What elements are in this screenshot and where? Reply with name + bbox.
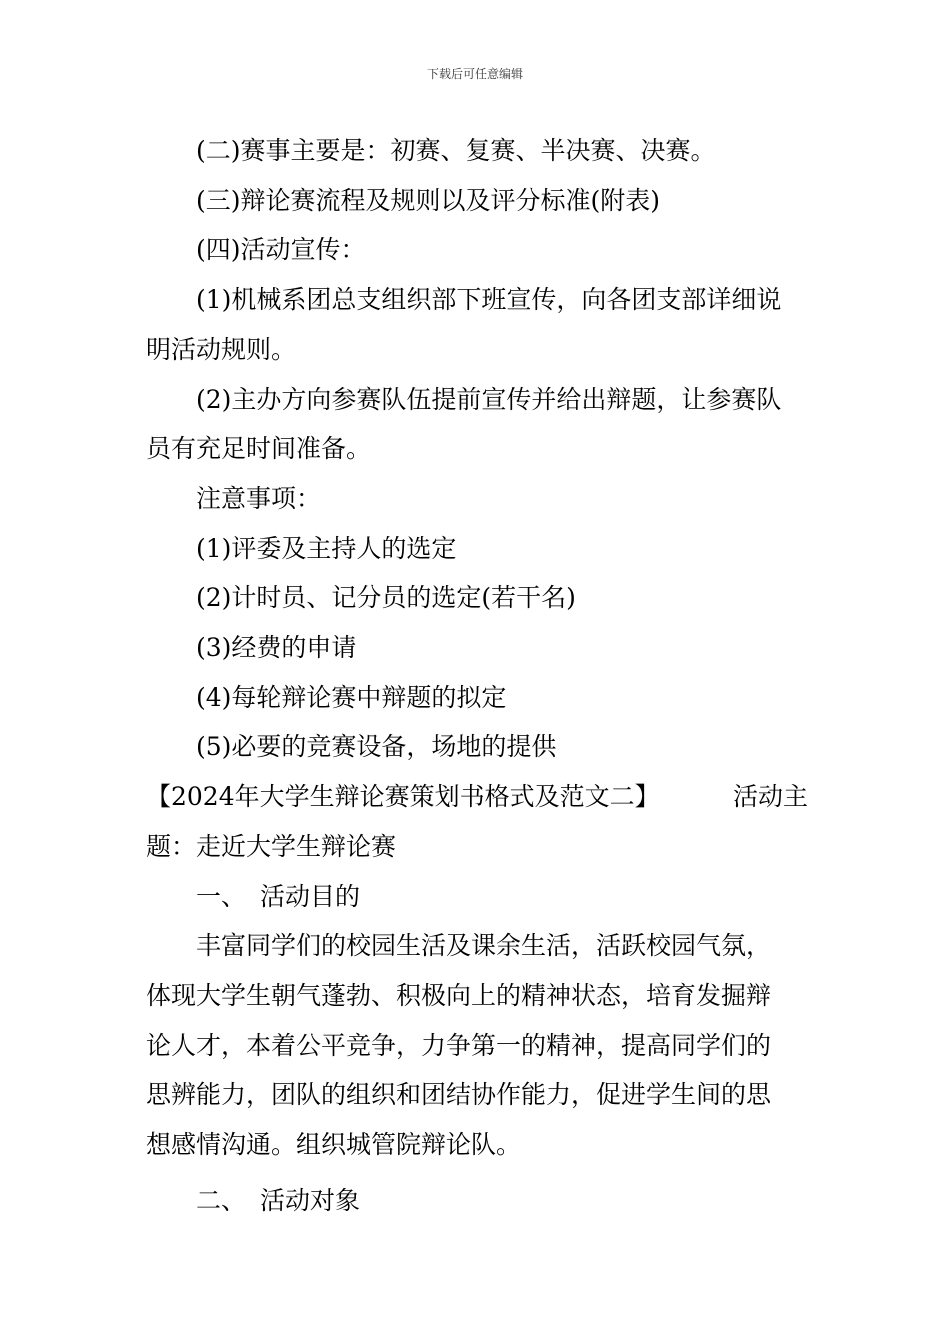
theme-line: 题：走近大学生辩论赛 bbox=[146, 831, 397, 861]
paragraph-publicity-1-line2: 明活动规则。 bbox=[146, 334, 297, 364]
section-title: 【2024年大学生辩论赛策划书格式及范文二】 bbox=[146, 782, 660, 812]
note-item-5: (5)必要的竞赛设备，场地的提供 bbox=[196, 732, 557, 762]
note-item-1: (1)评委及主持人的选定 bbox=[196, 533, 457, 563]
page-header: 下载后可任意编辑 bbox=[426, 67, 523, 81]
notes-title: 注意事项： bbox=[196, 483, 322, 513]
purpose-line-1: 丰富同学们的校园生活及课余生活，活跃校园气氛， bbox=[196, 931, 772, 961]
heading-purpose bbox=[146, 872, 808, 922]
paragraph-publicity-title: (四)活动宣传： bbox=[196, 235, 366, 265]
note-item-4: (4)每轮辩论赛中辩题的拟定 bbox=[196, 682, 507, 712]
heading-audience-text: 活动对象 bbox=[260, 1185, 361, 1215]
paragraph-rules: (三)辩论赛流程及规则以及评分标准(附表) bbox=[196, 185, 661, 215]
theme-label: 活动主 bbox=[732, 782, 808, 812]
note-item-2: (2)计时员、记分员的选定(若干名) bbox=[196, 583, 576, 613]
paragraph-competition-stages: (二)赛事主要是：初赛、复赛、半决赛、决赛。 bbox=[196, 136, 716, 165]
heading-purpose-text: 活动目的 bbox=[260, 881, 361, 911]
paragraph-publicity-2-line1: (2)主办方向参赛队伍提前宣传并给出辩题，让参赛队 bbox=[196, 384, 782, 414]
note-item-3: (3)经费的申请 bbox=[196, 633, 357, 663]
purpose-line-3: 论人才，本着公平竞争，力争第一的精神，提高同学们的 bbox=[146, 1030, 772, 1060]
purpose-line-2: 体现大学生朝气蓬勃、积极向上的精神状态，培育发掘辩 bbox=[146, 980, 772, 1010]
purpose-line-5: 想感情沟通。组织城管院辩论队。 bbox=[146, 1130, 522, 1160]
heading-audience-number: 二、 bbox=[196, 1185, 247, 1215]
purpose-line-4: 思辨能力，团队的组织和团结协作能力，促进学生间的思 bbox=[146, 1080, 772, 1110]
section-heading-line bbox=[146, 772, 808, 822]
heading-audience bbox=[146, 1176, 808, 1226]
paragraph-publicity-1-line1: (1)机械系团总支组织部下班宣传，向各团支部详细说 bbox=[196, 285, 782, 315]
document-body bbox=[146, 126, 808, 1225]
heading-purpose-number: 一、 bbox=[196, 881, 247, 911]
paragraph-publicity-2-line2: 员有充足时间准备。 bbox=[146, 434, 372, 464]
